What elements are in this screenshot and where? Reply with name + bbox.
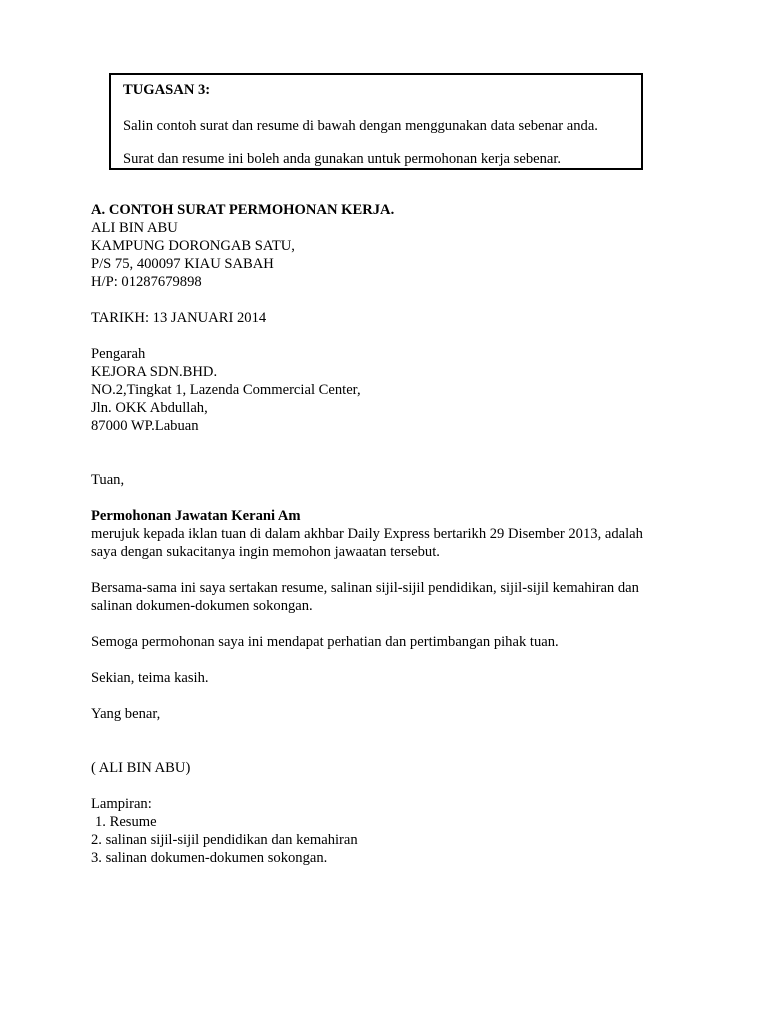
body-paragraph-3: Semoga permohonan saya ini mendapat perhatian dan pertimbangan pihak tuan. xyxy=(91,634,559,650)
body-paragraph-2-line-2: salinan dokumen-dokumen sokongan. xyxy=(91,598,313,614)
letter-date: TARIKH: 13 JANUARI 2014 xyxy=(91,310,267,326)
recipient-title: Pengarah xyxy=(91,346,146,362)
sender-name: ALI BIN ABU xyxy=(91,220,178,236)
closing-thanks: Sekian, teima kasih. xyxy=(91,670,209,686)
attachment-item: 1. Resume xyxy=(95,814,157,830)
body-paragraph-1-line-2: saya dengan sukacitanya ingin memohon jawaatan tersebut. xyxy=(91,544,440,560)
recipient-address-2: Jln. OKK Abdullah, xyxy=(91,400,208,416)
recipient-address-1: NO.2,Tingkat 1, Lazenda Commercial Center, xyxy=(91,382,361,398)
sender-address-2: P/S 75, 400097 KIAU SABAH xyxy=(91,256,274,272)
recipient-address-3: 87000 WP.Labuan xyxy=(91,418,199,434)
sender-phone: H/P: 01287679898 xyxy=(91,274,202,290)
recipient-company: KEJORA SDN.BHD. xyxy=(91,364,218,380)
sender-address-1: KAMPUNG DORONGAB SATU, xyxy=(91,238,295,254)
attachment-item: 2. salinan sijil-sijil pendidikan dan kemahiran xyxy=(91,832,358,848)
letter-heading: A. CONTOH SURAT PERMOHONAN KERJA. xyxy=(91,202,395,218)
letter-subject: Permohonan Jawatan Kerani Am xyxy=(91,508,301,524)
salutation: Tuan, xyxy=(91,472,125,488)
signature-name: ( ALI BIN ABU) xyxy=(91,760,191,776)
attachments-label: Lampiran: xyxy=(91,796,152,812)
closing-yours: Yang benar, xyxy=(91,706,161,722)
task-title: TUGASAN 3: xyxy=(123,82,211,98)
task-instruction-2: Surat dan resume ini boleh anda gunakan untuk permohonan kerja sebenar. xyxy=(123,151,562,167)
body-paragraph-1-line-1: merujuk kepada iklan tuan di dalam akhbar Daily Express bertarikh 29 Disember 2013, adalah xyxy=(91,526,643,542)
task-box xyxy=(109,73,643,170)
body-paragraph-2-line-1: Bersama-sama ini saya sertakan resume, salinan sijil-sijil pendidikan, sijil-sijil kemahiran dan xyxy=(91,580,639,596)
sample-letter xyxy=(91,201,711,867)
attachment-item: 3. salinan dokumen-dokumen sokongan. xyxy=(91,850,328,866)
task-instruction-1: Salin contoh surat dan resume di bawah dengan menggunakan data sebenar anda. xyxy=(123,118,598,134)
